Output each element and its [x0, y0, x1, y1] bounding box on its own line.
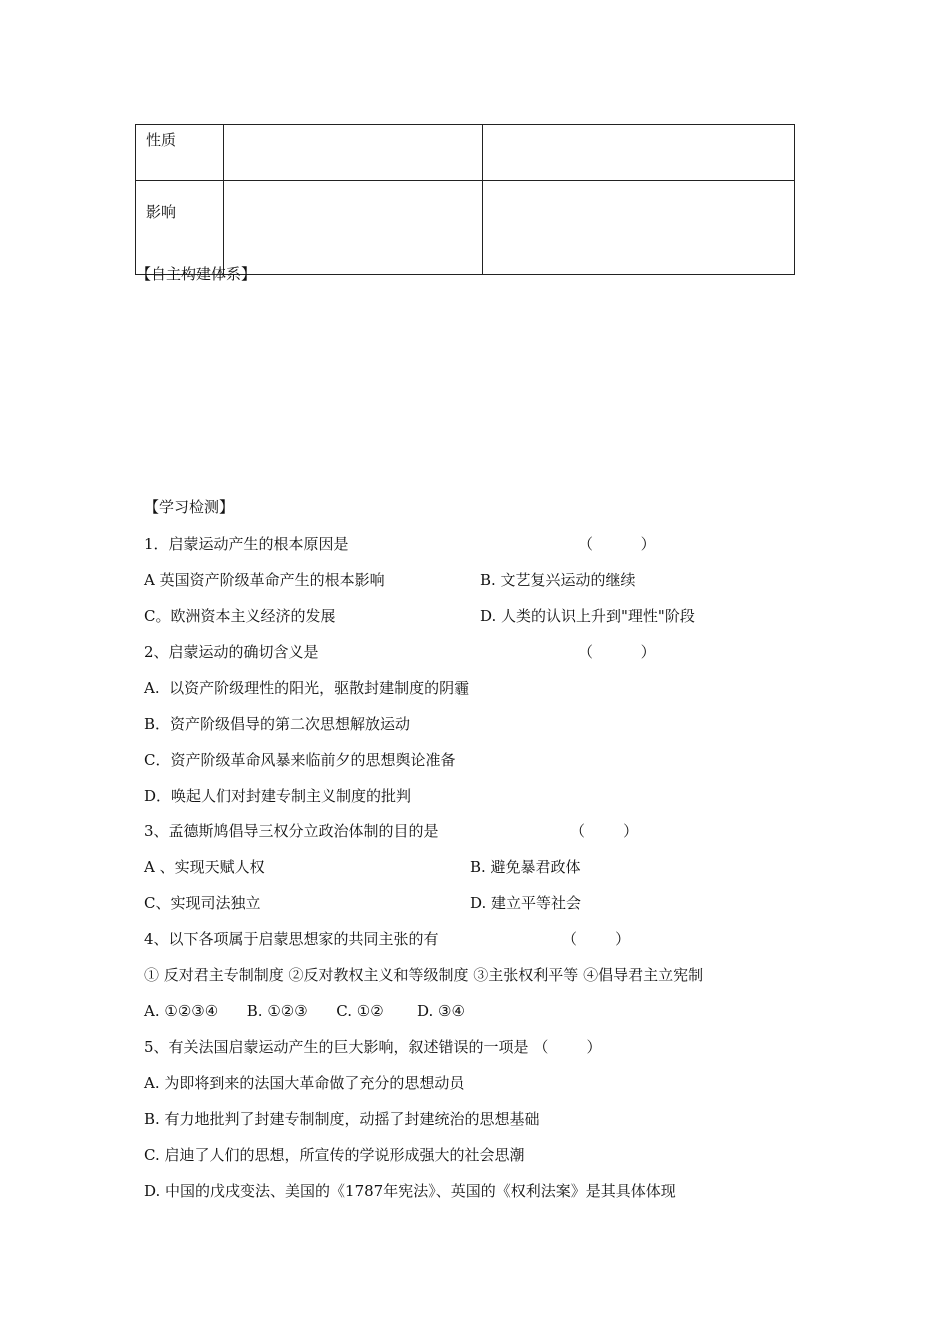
- table-cell: [223, 181, 483, 275]
- table-row: [136, 125, 795, 181]
- summary-table: [135, 124, 795, 275]
- question-1-option-b: B. 文艺复兴运动的继续: [480, 571, 636, 589]
- question-3-option-d: D. 建立平等社会: [470, 894, 582, 912]
- question-1-option-d: D. 人类的认识上升到"理性"阶段: [480, 607, 695, 625]
- question-3-option-a: A 、实现天赋人权: [144, 858, 265, 876]
- question-4-items: ① 反对君主专制制度 ②反对教权主义和等级制度 ③主张权利平等 ④倡导君主立宪制: [144, 966, 704, 984]
- question-4-paren: （ ）: [562, 930, 631, 948]
- section-build-heading: 【自主构建体系】: [136, 265, 257, 283]
- table-cell: [223, 125, 483, 181]
- question-5-option-d: D. 中国的戊戌变法、美国的《1787年宪法》、英国的《权利法案》是其具体体现: [144, 1182, 676, 1200]
- question-3-option-b: B. 避免暴君政体: [470, 858, 581, 876]
- question-3-stem: 3、孟德斯鸠倡导三权分立政治体制的目的是: [144, 822, 439, 840]
- question-5-option-a: A. 为即将到来的法国大革命做了充分的思想动员: [144, 1074, 465, 1092]
- question-1-option-c: C。欧洲资本主义经济的发展: [144, 607, 336, 625]
- question-5-stem: 5、有关法国启蒙运动产生的巨大影响，叙述错误的一项是 （ ）: [144, 1038, 602, 1056]
- question-1-stem: 1．启蒙运动产生的根本原因是: [144, 535, 349, 553]
- table-cell: [483, 181, 795, 275]
- table-cell: [483, 125, 795, 181]
- question-1-paren: （ ）: [578, 535, 656, 553]
- section-test-heading: 【学习检测】: [144, 498, 235, 516]
- question-2-stem: 2、启蒙运动的确切含义是: [144, 643, 319, 661]
- question-2-option-a: A. 以资产阶级理性的阳光，驱散封建制度的阴霾: [144, 679, 470, 697]
- question-4-stem: 4、以下各项属于启蒙思想家的共同主张的有: [144, 930, 439, 948]
- question-5-option-c: C. 启迪了人们的思想，所宣传的学说形成强大的社会思潮: [144, 1146, 525, 1164]
- question-2-option-c: C．资产阶级革命风暴来临前夕的思想舆论准备: [144, 751, 456, 769]
- question-2-paren: （ ）: [578, 643, 656, 661]
- question-1-option-a: A 英国资产阶级革命产生的根本影响: [144, 571, 385, 589]
- row-label-influence: 影响: [136, 181, 224, 275]
- question-3-option-c: C、实现司法独立: [144, 894, 261, 912]
- table-row: [136, 181, 795, 275]
- question-4-options: A. ①②③④ B. ①②③ C. ①② D. ③④: [144, 1002, 465, 1020]
- row-label-nature: 性质: [136, 125, 224, 181]
- question-2-option-d: D．唤起人们对封建专制主义制度的批判: [144, 787, 412, 805]
- question-3-paren: （ ）: [570, 822, 639, 840]
- question-5-option-b: B. 有力地批判了封建专制制度，动摇了封建统治的思想基础: [144, 1110, 540, 1128]
- question-2-option-b: B．资产阶级倡导的第二次思想解放运动: [144, 715, 411, 733]
